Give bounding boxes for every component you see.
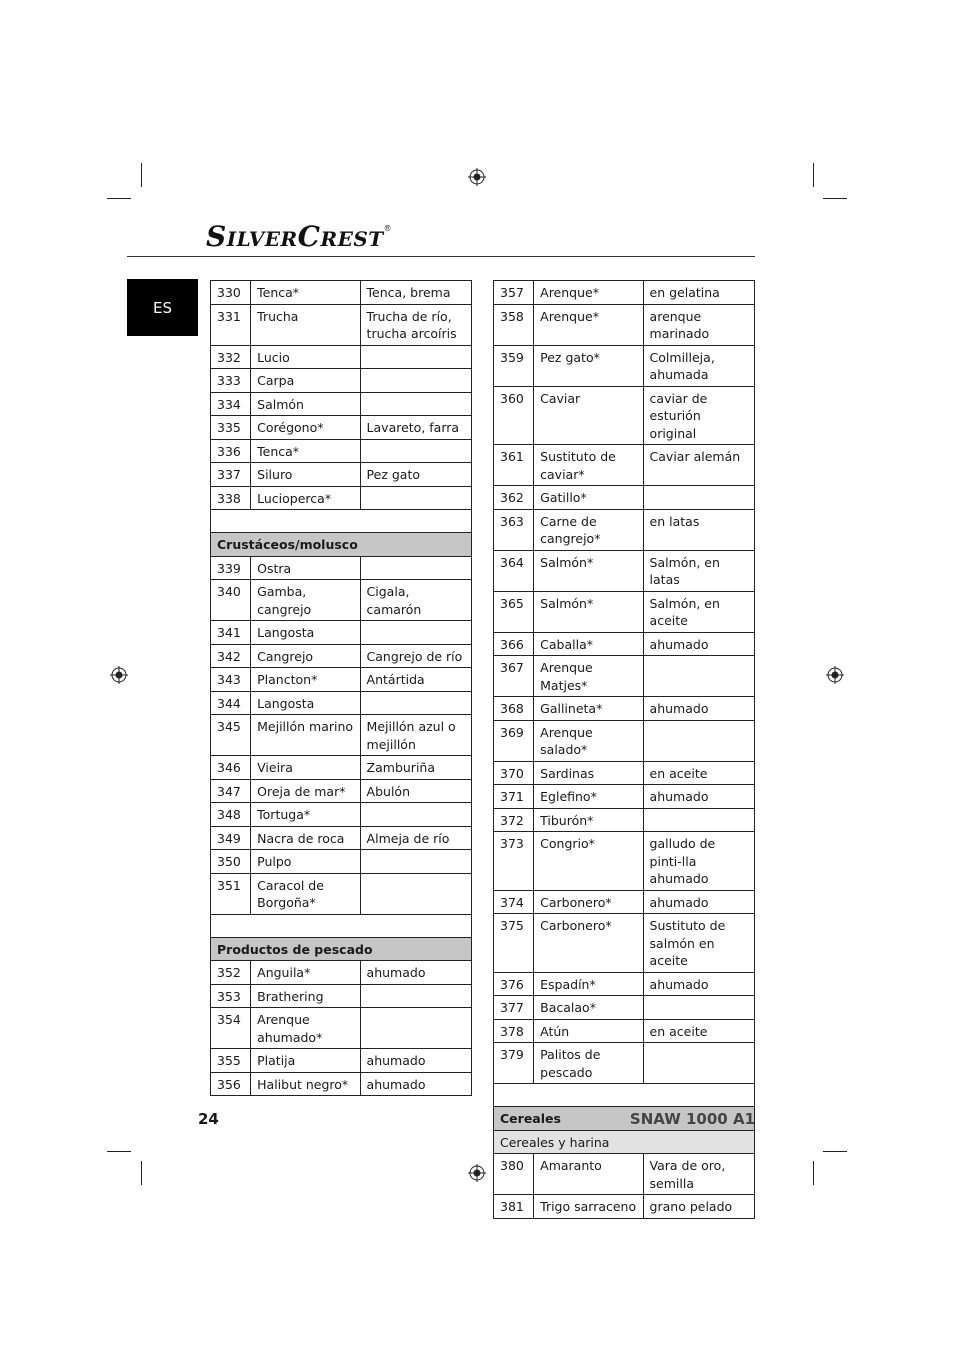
item-number: 343 [211,668,251,692]
item-number: 380 [494,1154,534,1195]
food-description: ahumado [643,632,754,656]
food-description: en aceite [643,1019,754,1043]
food-description [360,556,471,580]
item-number: 378 [494,1019,534,1043]
food-description: Salmón, en aceite [643,591,754,632]
registration-mark-icon [826,666,844,684]
blank-cell [494,1084,755,1107]
table-row [211,668,472,692]
item-number: 344 [211,691,251,715]
item-number: 347 [211,779,251,803]
food-name: Cangrejo [251,644,360,668]
food-name: Trucha [251,304,360,345]
item-number: 366 [494,632,534,656]
blank-row [494,1084,755,1107]
item-number: 333 [211,369,251,393]
food-description: Almeja de río [360,826,471,850]
food-description [360,984,471,1008]
item-number: 375 [494,914,534,973]
item-number: 356 [211,1072,251,1096]
item-number: 357 [494,281,534,305]
food-description [360,439,471,463]
food-description: Antártida [360,668,471,692]
table-row [211,961,472,985]
food-name: Nacra de roca [251,826,360,850]
table-row [494,345,755,386]
table-row [211,691,472,715]
food-name: Carne de cangrejo* [534,509,643,550]
table-row [211,345,472,369]
food-description [643,808,754,832]
table-row [211,580,472,621]
table-row [494,1043,755,1084]
blank-row [211,914,472,937]
registration-mark-icon [468,1164,486,1182]
food-name: Espadín* [534,972,643,996]
food-name: Mejillón marino [251,715,360,756]
item-number: 372 [494,808,534,832]
table-row [211,756,472,780]
blank-row [211,510,472,533]
table-row [494,996,755,1020]
food-description [360,345,471,369]
brand-logo: SILVERCREST® [206,220,393,253]
item-number: 355 [211,1049,251,1073]
table-row [211,439,472,463]
item-number: 373 [494,832,534,891]
header-rule [127,256,755,257]
food-description [360,621,471,645]
table-row [494,632,755,656]
item-number: 331 [211,304,251,345]
item-number: 354 [211,1008,251,1049]
food-description: Sustituto de salmón en aceite [643,914,754,973]
item-number: 334 [211,392,251,416]
table-row [211,1049,472,1073]
table-row [494,914,755,973]
item-number: 346 [211,756,251,780]
food-name: Gamba, cangrejo [251,580,360,621]
food-description [643,996,754,1020]
food-name: Plancton* [251,668,360,692]
food-description: ahumado [360,1072,471,1096]
table-row [494,591,755,632]
food-name: Corégono* [251,416,360,440]
food-name: Eglefino* [534,785,643,809]
food-description: ahumado [360,961,471,985]
table-row [211,826,472,850]
table-row [494,1195,755,1219]
item-number: 367 [494,656,534,697]
blank-cell [211,510,472,533]
item-number: 370 [494,761,534,785]
item-number: 335 [211,416,251,440]
food-name: Gatillo* [534,486,643,510]
food-description: Trucha de río, trucha arcoíris [360,304,471,345]
food-name: Tenca* [251,439,360,463]
food-name: Carpa [251,369,360,393]
food-description: Mejillón azul o mejillón [360,715,471,756]
table-row [494,808,755,832]
table-row [211,369,472,393]
food-description: Zamburiña [360,756,471,780]
food-description: caviar de esturión original [643,386,754,445]
table-row [211,984,472,1008]
item-number: 377 [494,996,534,1020]
table-row [494,785,755,809]
food-name: Arenque* [534,281,643,305]
item-number: 337 [211,463,251,487]
item-number: 353 [211,984,251,1008]
crop-mark [141,1161,142,1185]
food-name: Caviar [534,386,643,445]
model-number: SNAW 1000 A1 [629,1110,755,1128]
table-row [211,1072,472,1096]
left-data-table [210,280,472,1096]
food-name: Tortuga* [251,803,360,827]
section-title: Cereales [494,1107,755,1131]
table-row [494,509,755,550]
table-row [211,556,472,580]
item-number: 348 [211,803,251,827]
item-number: 332 [211,345,251,369]
food-name: Salmón* [534,550,643,591]
item-number: 342 [211,644,251,668]
food-name: Atún [534,1019,643,1043]
table-row [494,972,755,996]
food-name: Pez gato* [534,345,643,386]
food-description: ahumado [360,1049,471,1073]
table-row [494,656,755,697]
food-description [360,850,471,874]
item-number: 365 [494,591,534,632]
item-number: 374 [494,890,534,914]
food-description [360,392,471,416]
table-row [494,761,755,785]
table-row [494,281,755,305]
item-number: 364 [494,550,534,591]
food-name: Palitos de pescado [534,1043,643,1084]
crop-mark [107,1151,131,1152]
food-name: Tenca* [251,281,360,305]
item-number: 376 [494,972,534,996]
item-number: 369 [494,720,534,761]
table-row [494,1154,755,1195]
food-description: en aceite [643,761,754,785]
food-description [360,369,471,393]
item-number: 381 [494,1195,534,1219]
crop-mark [823,198,847,199]
crop-mark [107,198,131,199]
food-description: ahumado [643,697,754,721]
food-description [643,720,754,761]
item-number: 341 [211,621,251,645]
crop-mark [813,1161,814,1185]
food-name: Halibut negro* [251,1072,360,1096]
table-row [211,416,472,440]
item-number: 360 [494,386,534,445]
food-name: Arenque salado* [534,720,643,761]
food-name: Brathering [251,984,360,1008]
food-name: Vieira [251,756,360,780]
item-number: 338 [211,486,251,510]
registration-mark-icon [468,168,486,186]
food-name: Lucio [251,345,360,369]
table-row [494,445,755,486]
food-description: Vara de oro, semilla [643,1154,754,1195]
food-name: Sardinas [534,761,643,785]
table-row [494,832,755,891]
food-description: ahumado [643,972,754,996]
table-row [494,720,755,761]
food-description: Tenca, brema [360,281,471,305]
food-name: Amaranto [534,1154,643,1195]
item-number: 352 [211,961,251,985]
item-number: 349 [211,826,251,850]
item-number: 379 [494,1043,534,1084]
food-description [360,691,471,715]
item-number: 368 [494,697,534,721]
food-name: Ostra [251,556,360,580]
food-description: Cigala, camarón [360,580,471,621]
food-name: Trigo sarraceno [534,1195,643,1219]
food-description: ahumado [643,890,754,914]
food-name: Tiburón* [534,808,643,832]
language-tab: ES [127,279,198,336]
food-name: Oreja de mar* [251,779,360,803]
item-number: 330 [211,281,251,305]
item-number: 339 [211,556,251,580]
food-name: Platija [251,1049,360,1073]
food-name: Salmón [251,392,360,416]
food-name: Sustituto de caviar* [534,445,643,486]
food-description: ahumado [643,785,754,809]
food-description: en gelatina [643,281,754,305]
food-name: Langosta [251,691,360,715]
table-row [211,803,472,827]
item-number: 350 [211,850,251,874]
table-row [211,281,472,305]
item-number: 363 [494,509,534,550]
table-row [211,715,472,756]
table-row [494,486,755,510]
food-description: galludo de pinti-lla ahumado [643,832,754,891]
food-name: Arenque ahumado* [251,1008,360,1049]
table-row [494,1019,755,1043]
table-row [494,550,755,591]
food-description: Caviar alemán [643,445,754,486]
food-description: Pez gato [360,463,471,487]
table-row [494,304,755,345]
table-row [211,486,472,510]
table-row [211,873,472,914]
crop-mark [813,163,814,187]
section-header-row [211,937,472,961]
food-description: Salmón, en latas [643,550,754,591]
item-number: 345 [211,715,251,756]
table-row [211,463,472,487]
food-name: Bacalao* [534,996,643,1020]
crop-mark [823,1151,847,1152]
food-description [643,486,754,510]
table-row [494,386,755,445]
food-description [360,1008,471,1049]
blank-cell [211,914,472,937]
table-row [494,697,755,721]
table-row [211,304,472,345]
food-description: grano pelado [643,1195,754,1219]
food-name: Siluro [251,463,360,487]
item-number: 351 [211,873,251,914]
food-description: Abulón [360,779,471,803]
table-row [494,890,755,914]
subsection-title: Cereales y harina [494,1130,755,1154]
subsection-header-row [494,1130,755,1154]
food-name: Arenque* [534,304,643,345]
item-number: 362 [494,486,534,510]
item-number: 336 [211,439,251,463]
food-description: arenque marinado [643,304,754,345]
food-name: Anguila* [251,961,360,985]
item-number: 359 [494,345,534,386]
food-description [643,656,754,697]
item-number: 340 [211,580,251,621]
table-row [211,392,472,416]
food-description: en latas [643,509,754,550]
food-name: Caballa* [534,632,643,656]
crop-mark [141,163,142,187]
food-description [360,486,471,510]
food-name: Carbonero* [534,890,643,914]
item-number: 358 [494,304,534,345]
item-number: 361 [494,445,534,486]
food-name: Arenque Matjes* [534,656,643,697]
food-name: Congrio* [534,832,643,891]
table-row [211,779,472,803]
table-row [211,644,472,668]
section-title: Crustáceos/molusco [211,533,472,557]
food-name: Caracol de Borgoña* [251,873,360,914]
page-number: 24 [198,1110,219,1128]
food-description: Colmilleja, ahumada [643,345,754,386]
table-row [211,1008,472,1049]
food-description [360,803,471,827]
food-name: Carbonero* [534,914,643,973]
food-description [360,873,471,914]
food-name: Gallineta* [534,697,643,721]
section-header-row [211,533,472,557]
food-name: Pulpo [251,850,360,874]
food-name: Langosta [251,621,360,645]
food-description: Cangrejo de río [360,644,471,668]
item-number: 371 [494,785,534,809]
table-row [211,621,472,645]
section-title: Productos de pescado [211,937,472,961]
food-description: Lavareto, farra [360,416,471,440]
table-row [211,850,472,874]
right-data-table [493,280,755,1219]
food-description [643,1043,754,1084]
food-name: Salmón* [534,591,643,632]
registration-mark-icon [110,666,128,684]
food-name: Lucioperca* [251,486,360,510]
